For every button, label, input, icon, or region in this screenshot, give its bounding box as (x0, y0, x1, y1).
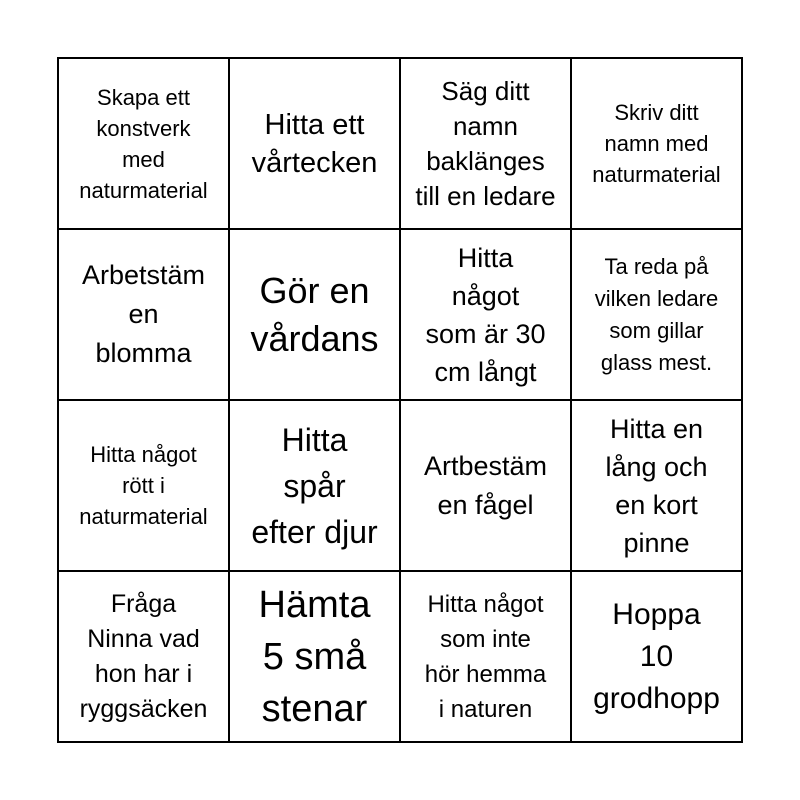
bingo-cell[interactable] (229, 58, 400, 229)
bingo-cell[interactable] (571, 400, 742, 571)
cell-text: Hitta något som inte hör hemma i naturen (424, 590, 547, 723)
bingo-cell[interactable] (571, 58, 742, 229)
bingo-cell[interactable] (229, 229, 400, 400)
cell-text: Skapa ett konstverk med naturmaterial (79, 84, 208, 203)
cell-text: Artbestäm en fågel (423, 450, 548, 520)
bingo-cell[interactable] (400, 400, 571, 571)
cell-text: Hitta något rött i naturmaterial (79, 442, 208, 529)
bingo-cell[interactable] (58, 229, 229, 400)
cell-text: Fråga Ninna vad hon har i ryggsäcken (79, 589, 208, 723)
bingo-cell[interactable] (571, 571, 742, 742)
bingo-cell[interactable] (400, 571, 571, 742)
cell-text: Säg ditt namn baklänges till en ledare (415, 75, 556, 211)
bingo-cell[interactable] (229, 400, 400, 571)
cell-text: Hitta något som är 30 cm långt (425, 242, 546, 387)
cell-text: Hitta en lång och en kort pinne (605, 413, 708, 558)
cell-text: Hitta ett vårtecken (251, 108, 378, 179)
cell-text: Arbetstäm en blomma (81, 260, 206, 368)
bingo-cell[interactable] (58, 571, 229, 742)
bingo-cell[interactable] (229, 571, 400, 742)
bingo-board (57, 57, 743, 743)
bingo-cell[interactable] (58, 400, 229, 571)
bingo-cell[interactable] (400, 229, 571, 400)
bingo-cell[interactable] (58, 58, 229, 229)
cell-text: Ta reda på vilken ledare som gillar glass mest. (594, 253, 719, 375)
bingo-cell[interactable] (571, 229, 742, 400)
cell-text: Skriv ditt namn med naturmaterial (592, 100, 721, 187)
cell-text: Hoppa 10 grodhopp (593, 597, 720, 715)
bingo-cell[interactable] (400, 58, 571, 229)
cell-text: Hitta spår efter djur (251, 421, 378, 550)
cell-text: Gör en vårdans (250, 269, 379, 359)
cell-text: Hämta 5 små stenar (258, 583, 371, 730)
